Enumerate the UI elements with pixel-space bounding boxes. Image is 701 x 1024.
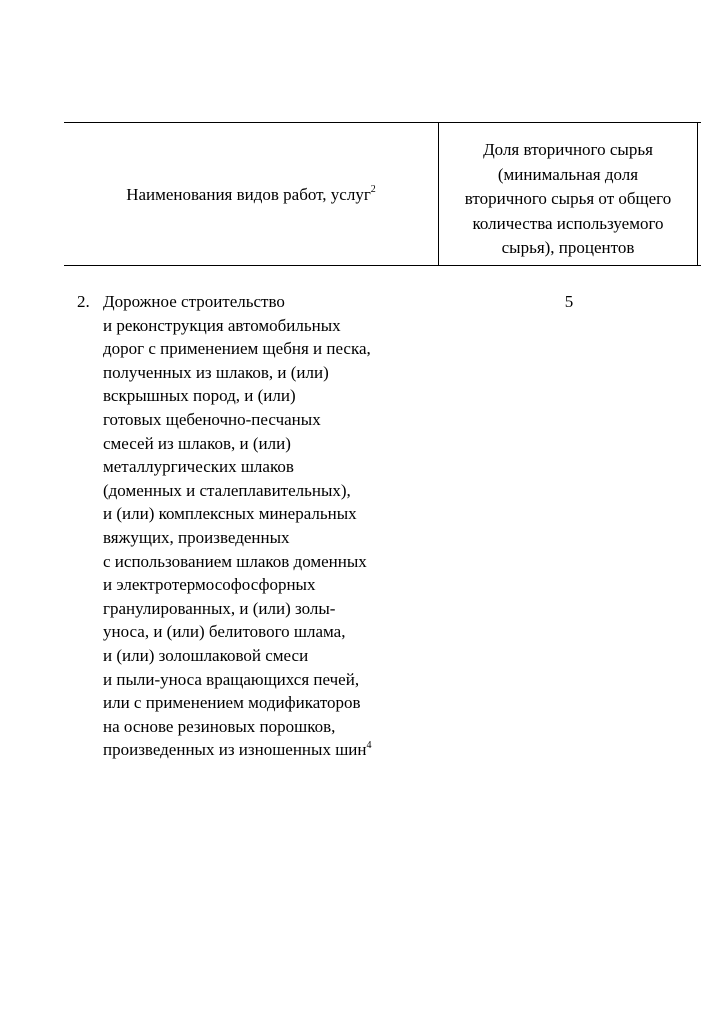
row-description-line: и электротермософосфорных bbox=[103, 575, 316, 595]
header-share-line: количества используемого bbox=[472, 213, 664, 233]
row-share-value: 5 bbox=[564, 292, 574, 311]
column-divider-right bbox=[697, 122, 698, 266]
header-bottom-rule bbox=[64, 265, 701, 266]
row-description-line: Дорожное строительство bbox=[103, 292, 285, 311]
row-description-line: металлургических шлаков bbox=[103, 457, 294, 477]
row-description-line: гранулированных, и (или) золы- bbox=[103, 598, 336, 618]
header-name-text: Наименования видов работ, услуг bbox=[126, 185, 371, 204]
row-description-line: уноса, и (или) белитового шлама, bbox=[103, 622, 346, 642]
header-share-column bbox=[439, 138, 697, 261]
row-description-line: и пыли-уноса вращающихся печей, bbox=[103, 669, 360, 689]
header-share-line: сырья), процентов bbox=[501, 238, 635, 257]
row-description-line: или с применением модификаторов bbox=[103, 693, 361, 713]
row-description-line: вяжущих, произведенных bbox=[103, 527, 290, 547]
row-description bbox=[103, 290, 443, 762]
row-description-line: смесей из шлаков, и (или) bbox=[103, 433, 291, 453]
row-description-line: готовых щебеночно-песчаных bbox=[103, 409, 321, 429]
row-description-line-last bbox=[103, 738, 443, 762]
row-description-line: вскрышных пород, и (или) bbox=[103, 386, 296, 406]
table-top-rule bbox=[64, 122, 701, 123]
row-description-line: дорог с применением щебня и песка, bbox=[103, 339, 371, 359]
row-number: 2. bbox=[77, 292, 90, 311]
row-description-line: на основе резиновых порошков, bbox=[103, 716, 336, 736]
row-description-line: и (или) золошлаковой смеси bbox=[103, 645, 309, 665]
row-description-line: полученных из шлаков, и (или) bbox=[103, 362, 329, 382]
header-name-column bbox=[64, 184, 438, 206]
header-share-line: Доля вторичного сырья bbox=[483, 140, 653, 159]
row-description-footnote: 4 bbox=[366, 739, 372, 751]
row-description-line: (доменных и сталеплавительных), bbox=[103, 480, 351, 500]
header-share-line: (минимальная доля bbox=[497, 164, 639, 184]
row-description-text: произведенных из изношенных шин bbox=[103, 740, 367, 760]
header-share-line: вторичного сырья от общего bbox=[464, 189, 672, 208]
row-description-line: и реконструкция автомобильных bbox=[103, 315, 341, 335]
row-description-line: с использованием шлаков доменных bbox=[103, 551, 367, 571]
header-name-footnote: 2 bbox=[370, 184, 376, 196]
row-description-line: и (или) комплексных минеральных bbox=[103, 504, 357, 524]
